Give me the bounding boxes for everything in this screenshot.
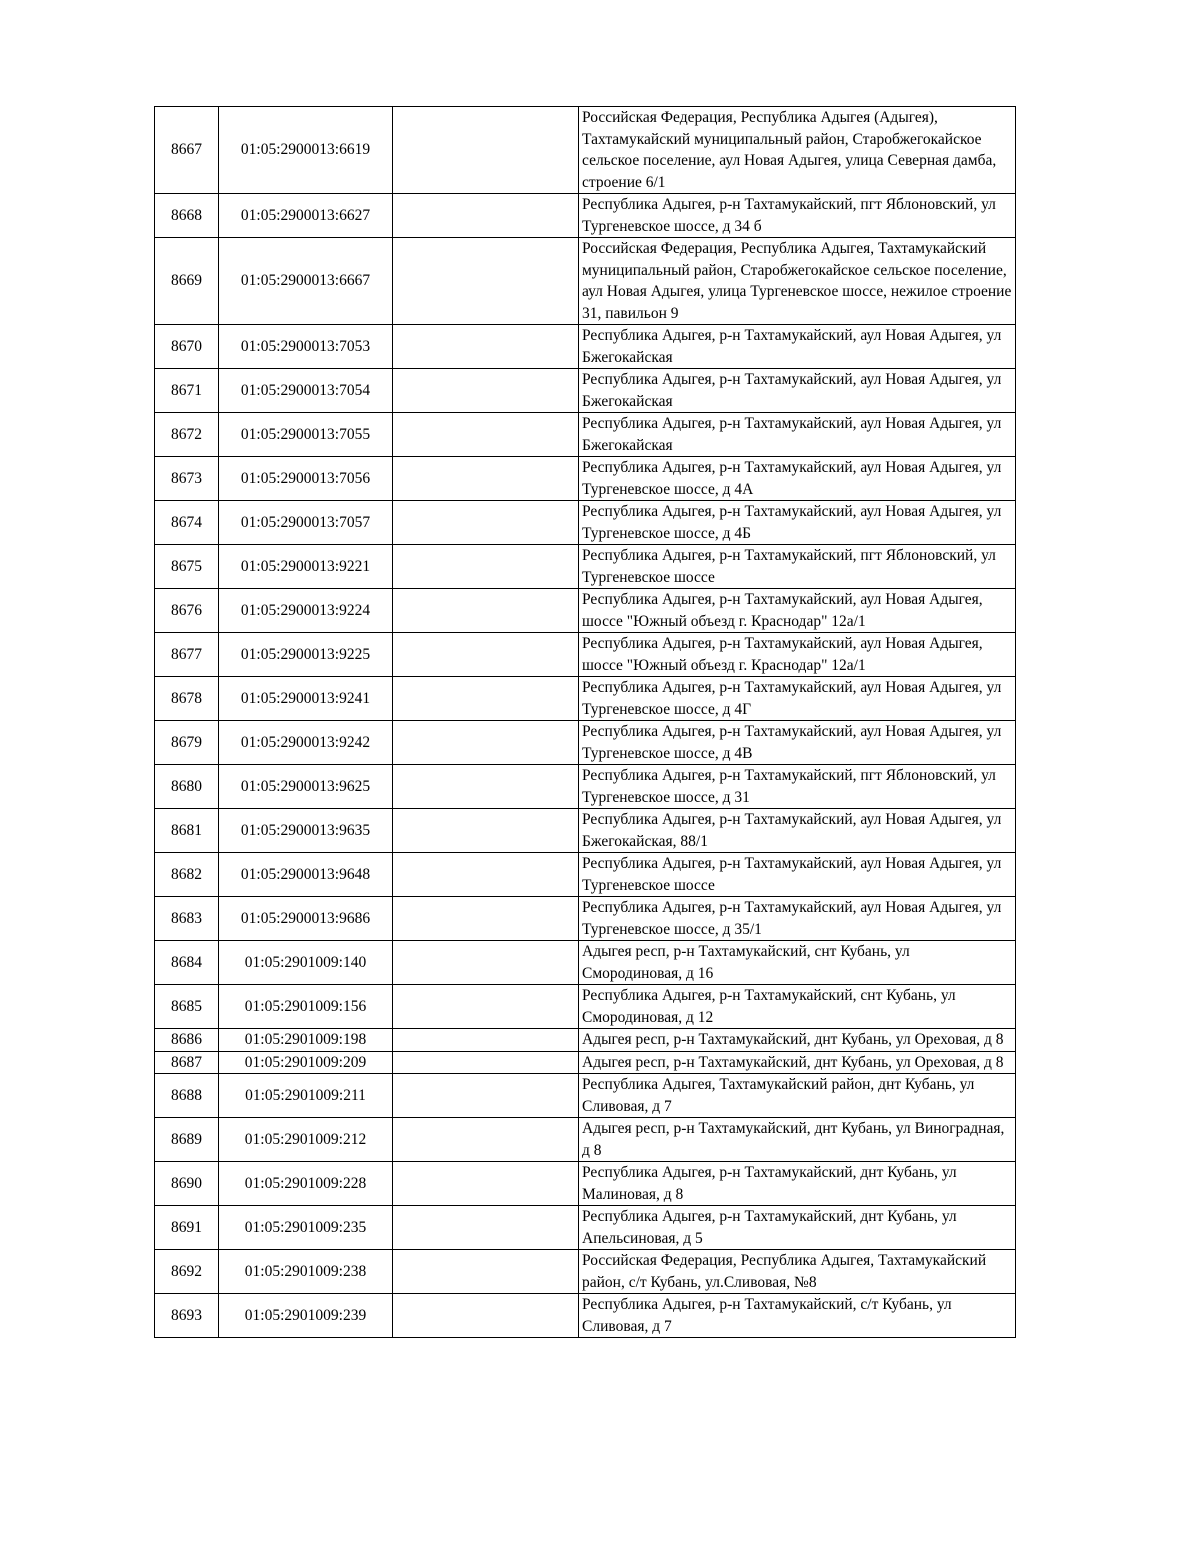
object-name-cell — [393, 107, 579, 194]
address-cell: Адыгея респ, р-н Тахтамукайский, снт Кубань, ул Смородиновая, д 16 — [579, 941, 1016, 985]
object-name-cell — [393, 1294, 579, 1338]
object-name-cell — [393, 721, 579, 765]
row-number-cell: 8668 — [155, 194, 219, 238]
object-name-cell — [393, 853, 579, 897]
row-number-cell: 8684 — [155, 941, 219, 985]
table-row — [155, 1029, 1016, 1052]
object-name-cell — [393, 1118, 579, 1162]
cadastral-number-cell: 01:05:2901009:235 — [219, 1206, 393, 1250]
cadastral-number-cell: 01:05:2900013:7056 — [219, 457, 393, 501]
table-row — [155, 897, 1016, 941]
cadastral-number-cell: 01:05:2900013:9241 — [219, 677, 393, 721]
object-name-cell — [393, 369, 579, 413]
address-cell: Республика Адыгея, р-н Тахтамукайский, днт Кубань, ул Апельсиновая, д 5 — [579, 1206, 1016, 1250]
cadastral-number-cell: 01:05:2900013:7055 — [219, 413, 393, 457]
cadastral-number-cell: 01:05:2900013:9242 — [219, 721, 393, 765]
table-row — [155, 1162, 1016, 1206]
table-row — [155, 1074, 1016, 1118]
address-cell: Республика Адыгея, р-н Тахтамукайский, аул Новая Адыгея, ул Тургеневское шоссе, д 4А — [579, 457, 1016, 501]
address-cell: Адыгея респ, р-н Тахтамукайский, днт Кубань, ул Ореховая, д 8 — [579, 1029, 1016, 1052]
row-number-cell: 8690 — [155, 1162, 219, 1206]
row-number-cell: 8689 — [155, 1118, 219, 1162]
cadastral-number-cell: 01:05:2900013:9686 — [219, 897, 393, 941]
table-row — [155, 501, 1016, 545]
object-name-cell — [393, 413, 579, 457]
table-row — [155, 1118, 1016, 1162]
table-row — [155, 1294, 1016, 1338]
row-number-cell: 8680 — [155, 765, 219, 809]
address-cell: Республика Адыгея, р-н Тахтамукайский, пгт Яблоновский, ул Тургеневское шоссе, д 34 б — [579, 194, 1016, 238]
object-name-cell — [393, 325, 579, 369]
cadastral-number-cell: 01:05:2900013:7053 — [219, 325, 393, 369]
table-row — [155, 941, 1016, 985]
cadastral-number-cell: 01:05:2901009:228 — [219, 1162, 393, 1206]
address-cell: Республика Адыгея, р-н Тахтамукайский, аул Новая Адыгея, ул Тургеневское шоссе, д 4В — [579, 721, 1016, 765]
object-name-cell — [393, 1162, 579, 1206]
address-cell: Российская Федерация, Республика Адыгея, Тахтамукайский муниципальный район, Старобжегокайское сельское поселение, аул Новая Адыгея, улица Тургеневское шоссе, нежилое строение 31, павильон 9 — [579, 238, 1016, 325]
object-name-cell — [393, 1074, 579, 1118]
table-row — [155, 238, 1016, 325]
table-body — [155, 107, 1016, 1338]
address-cell: Республика Адыгея, р-н Тахтамукайский, аул Новая Адыгея, ул Бжегокайская — [579, 369, 1016, 413]
table-row — [155, 677, 1016, 721]
row-number-cell: 8683 — [155, 897, 219, 941]
row-number-cell: 8669 — [155, 238, 219, 325]
address-cell: Российская Федерация, Республика Адыгея (Адыгея), Тахтамукайский муниципальный район, Старобжегокайское сельское поселение, аул Новая Адыгея, улица Северная дамба, строение 6/1 — [579, 107, 1016, 194]
table-row — [155, 107, 1016, 194]
address-cell: Республика Адыгея, р-н Тахтамукайский, аул Новая Адыгея, ул Тургеневское шоссе, д 35/1 — [579, 897, 1016, 941]
cadastral-number-cell: 01:05:2901009:211 — [219, 1074, 393, 1118]
row-number-cell: 8693 — [155, 1294, 219, 1338]
address-cell: Республика Адыгея, р-н Тахтамукайский, аул Новая Адыгея, ул Тургеневское шоссе, д 4Б — [579, 501, 1016, 545]
cadastral-number-cell: 01:05:2900013:9625 — [219, 765, 393, 809]
object-name-cell — [393, 809, 579, 853]
address-cell: Республика Адыгея, р-н Тахтамукайский, аул Новая Адыгея, ул Тургеневское шоссе — [579, 853, 1016, 897]
address-cell: Республика Адыгея, р-н Тахтамукайский, пгт Яблоновский, ул Тургеневское шоссе — [579, 545, 1016, 589]
cadastral-number-cell: 01:05:2900013:9635 — [219, 809, 393, 853]
table-row — [155, 765, 1016, 809]
row-number-cell: 8667 — [155, 107, 219, 194]
address-cell: Адыгея респ, р-н Тахтамукайский, днт Кубань, ул Виноградная, д 8 — [579, 1118, 1016, 1162]
row-number-cell: 8678 — [155, 677, 219, 721]
row-number-cell: 8670 — [155, 325, 219, 369]
cadastral-number-cell: 01:05:2901009:198 — [219, 1029, 393, 1052]
row-number-cell: 8676 — [155, 589, 219, 633]
cadastral-number-cell: 01:05:2901009:212 — [219, 1118, 393, 1162]
object-name-cell — [393, 545, 579, 589]
address-cell: Республика Адыгея, р-н Тахтамукайский, аул Новая Адыгея, ул Бжегокайская — [579, 413, 1016, 457]
address-cell: Республика Адыгея, р-н Тахтамукайский, аул Новая Адыгея, ул Тургеневское шоссе, д 4Г — [579, 677, 1016, 721]
address-cell: Республика Адыгея, р-н Тахтамукайский, аул Новая Адыгея, ул Бжегокайская, 88/1 — [579, 809, 1016, 853]
object-name-cell — [393, 985, 579, 1029]
row-number-cell: 8685 — [155, 985, 219, 1029]
row-number-cell: 8675 — [155, 545, 219, 589]
object-name-cell — [393, 1206, 579, 1250]
cadastral-table — [154, 106, 1016, 1338]
row-number-cell: 8686 — [155, 1029, 219, 1052]
cadastral-number-cell: 01:05:2900013:7057 — [219, 501, 393, 545]
cadastral-number-cell: 01:05:2900013:6667 — [219, 238, 393, 325]
cadastral-number-cell: 01:05:2901009:140 — [219, 941, 393, 985]
object-name-cell — [393, 194, 579, 238]
cadastral-number-cell: 01:05:2900013:9225 — [219, 633, 393, 677]
table-row — [155, 369, 1016, 413]
table-row — [155, 589, 1016, 633]
row-number-cell: 8688 — [155, 1074, 219, 1118]
row-number-cell: 8679 — [155, 721, 219, 765]
row-number-cell: 8682 — [155, 853, 219, 897]
address-cell: Республика Адыгея, р-н Тахтамукайский, с/т Кубань, ул Сливовая, д 7 — [579, 1294, 1016, 1338]
cadastral-number-cell: 01:05:2901009:238 — [219, 1250, 393, 1294]
cadastral-number-cell: 01:05:2900013:9648 — [219, 853, 393, 897]
address-cell: Республика Адыгея, р-н Тахтамукайский, снт Кубань, ул Смородиновая, д 12 — [579, 985, 1016, 1029]
address-cell: Республика Адыгея, р-н Тахтамукайский, аул Новая Адыгея, шоссе "Южный объезд г. Краснодар" 12а/1 — [579, 633, 1016, 677]
cadastral-number-cell: 01:05:2900013:6619 — [219, 107, 393, 194]
table-row — [155, 853, 1016, 897]
object-name-cell — [393, 589, 579, 633]
table-row — [155, 809, 1016, 853]
table-row — [155, 194, 1016, 238]
address-cell: Республика Адыгея, Тахтамукайский район, днт Кубань, ул Сливовая, д 7 — [579, 1074, 1016, 1118]
object-name-cell — [393, 677, 579, 721]
object-name-cell — [393, 633, 579, 677]
object-name-cell — [393, 457, 579, 501]
address-cell: Адыгея респ, р-н Тахтамукайский, днт Кубань, ул Ореховая, д 8 — [579, 1051, 1016, 1074]
object-name-cell — [393, 1029, 579, 1052]
address-cell: Российская Федерация, Республика Адыгея, Тахтамукайский район, с/т Кубань, ул.Сливовая, №8 — [579, 1250, 1016, 1294]
cadastral-number-cell: 01:05:2901009:156 — [219, 985, 393, 1029]
address-cell: Республика Адыгея, р-н Тахтамукайский, аул Новая Адыгея, шоссе "Южный объезд г. Краснодар" 12а/1 — [579, 589, 1016, 633]
cadastral-number-cell: 01:05:2901009:239 — [219, 1294, 393, 1338]
table-row — [155, 545, 1016, 589]
object-name-cell — [393, 1250, 579, 1294]
table-row — [155, 1206, 1016, 1250]
cadastral-number-cell: 01:05:2900013:9224 — [219, 589, 393, 633]
table-row — [155, 985, 1016, 1029]
row-number-cell: 8691 — [155, 1206, 219, 1250]
table-row — [155, 1250, 1016, 1294]
row-number-cell: 8677 — [155, 633, 219, 677]
row-number-cell: 8687 — [155, 1051, 219, 1074]
cadastral-number-cell: 01:05:2900013:6627 — [219, 194, 393, 238]
object-name-cell — [393, 941, 579, 985]
row-number-cell: 8672 — [155, 413, 219, 457]
table-row — [155, 633, 1016, 677]
table-row — [155, 325, 1016, 369]
row-number-cell: 8674 — [155, 501, 219, 545]
object-name-cell — [393, 1051, 579, 1074]
cadastral-number-cell: 01:05:2901009:209 — [219, 1051, 393, 1074]
address-cell: Республика Адыгея, р-н Тахтамукайский, аул Новая Адыгея, ул Бжегокайская — [579, 325, 1016, 369]
object-name-cell — [393, 501, 579, 545]
table-row — [155, 413, 1016, 457]
table-row — [155, 457, 1016, 501]
address-cell: Республика Адыгея, р-н Тахтамукайский, днт Кубань, ул Малиновая, д 8 — [579, 1162, 1016, 1206]
row-number-cell: 8671 — [155, 369, 219, 413]
cadastral-number-cell: 01:05:2900013:7054 — [219, 369, 393, 413]
table-row — [155, 721, 1016, 765]
object-name-cell — [393, 765, 579, 809]
row-number-cell: 8681 — [155, 809, 219, 853]
address-cell: Республика Адыгея, р-н Тахтамукайский, пгт Яблоновский, ул Тургеневское шоссе, д 31 — [579, 765, 1016, 809]
object-name-cell — [393, 897, 579, 941]
object-name-cell — [393, 238, 579, 325]
row-number-cell: 8673 — [155, 457, 219, 501]
row-number-cell: 8692 — [155, 1250, 219, 1294]
cadastral-number-cell: 01:05:2900013:9221 — [219, 545, 393, 589]
table-row — [155, 1051, 1016, 1074]
